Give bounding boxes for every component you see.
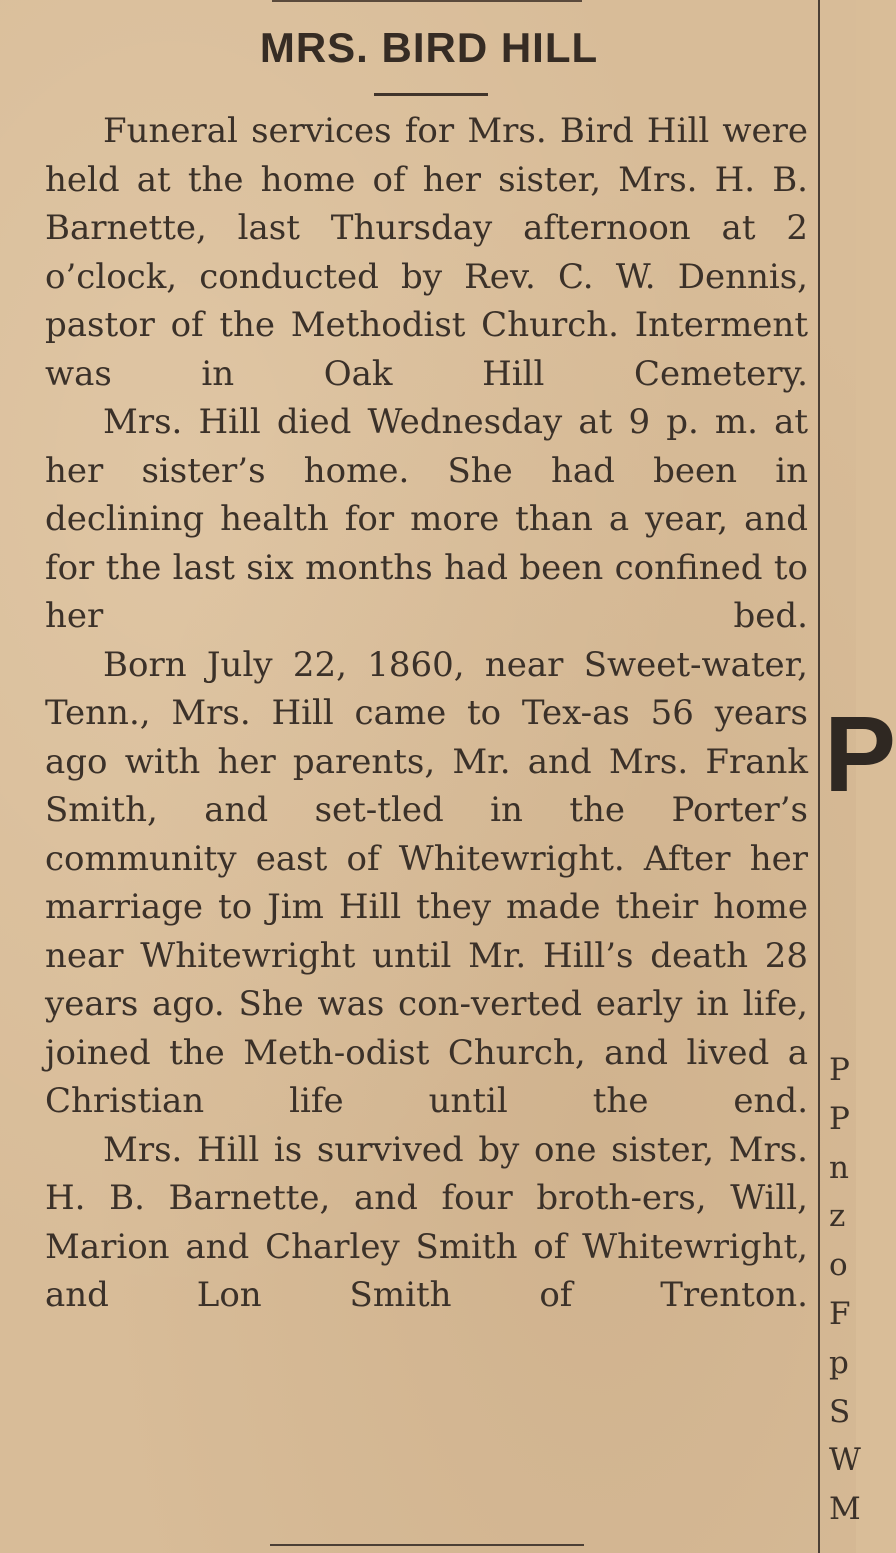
- adjacent-line-start: P: [829, 1100, 850, 1137]
- adjacent-line-start: F: [829, 1295, 851, 1332]
- adjacent-line-start: n: [829, 1149, 849, 1186]
- article-paragraph-4: Mrs. Hill is survived by one sister, Mrs. H. B. Barnette, and four broth-ers, Will, Marion and Charley Smith of Whitewright, and Lon Smith of Trenton.: [45, 1129, 808, 1315]
- adjacent-line-start: z: [829, 1198, 846, 1235]
- headline-underline-rule: [374, 93, 488, 96]
- top-divider-rule: [272, 0, 582, 2]
- adjacent-column-large-letter: P: [824, 693, 896, 814]
- article-paragraph-3: Born July 22, 1860, near Sweet-water, Tenn., Mrs. Hill came to Tex-as 56 years ago with her parents, Mr. and Mrs. Frank Smith, and set-tled in the Porter’s community east of Whitewright. After her marriage to Jim Hill they made their home near Whitewright until Mr. Hill’s death 28 years ago. She was con-verted early in life, joined the Meth-odist Church, and lived a Christian life until the end.: [45, 644, 808, 1121]
- column-divider-rule: [818, 0, 820, 1553]
- obituary-article: [45, 107, 808, 1320]
- obituary-headline: MRS. BIRD HILL: [259, 24, 599, 71]
- adjacent-line-start: S: [829, 1393, 851, 1430]
- adjacent-line-start: M: [829, 1491, 861, 1528]
- adjacent-line-start: o: [829, 1247, 848, 1284]
- bottom-divider-rule: [270, 1544, 584, 1546]
- article-paragraph-1: Funeral services for Mrs. Bird Hill were held at the home of her sister, Mrs. H. B. Barnette, last Thursday afternoon at 2 o’clock, conducted by Rev. C. W. Dennis, pastor of the Methodist Church. Interment was in Oak Hill Cemetery.: [45, 111, 808, 394]
- adjacent-line-start: p: [829, 1344, 849, 1381]
- adjacent-line-start: P: [829, 1052, 850, 1088]
- adjacent-column-fragments: [829, 1046, 861, 1534]
- adjacent-line-start: W: [829, 1442, 861, 1479]
- article-paragraph-2: Mrs. Hill died Wednesday at 9 p. m. at her sister’s home. She had been in declining health for more than a year, and for the last six months had been confined to her bed.: [45, 402, 808, 636]
